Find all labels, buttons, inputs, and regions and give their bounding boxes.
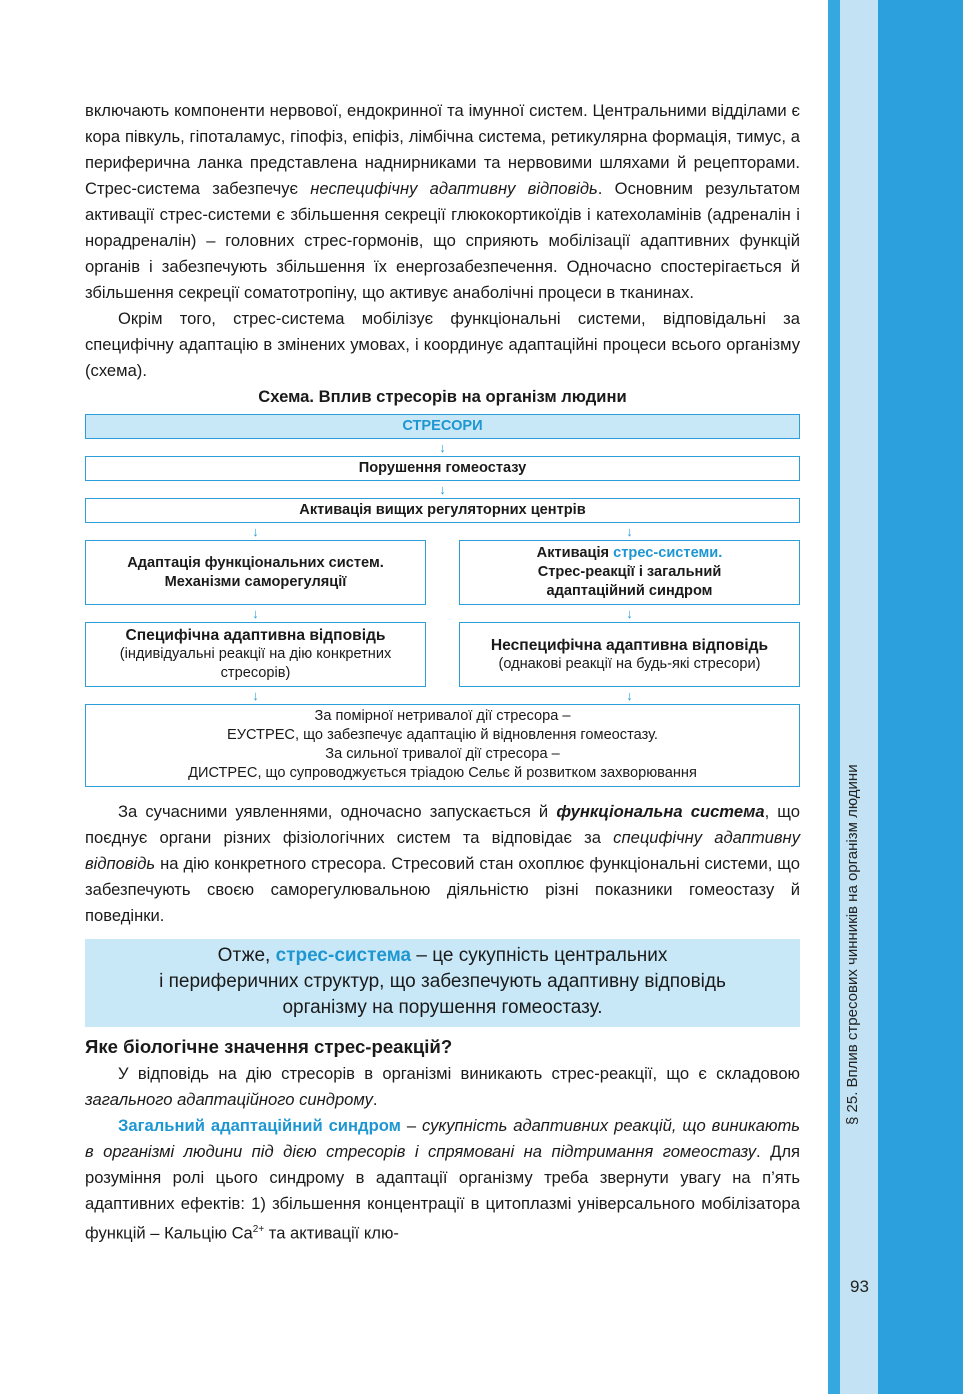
italic-text: специфічну адаптивну відповідь [85, 828, 800, 873]
box-stressors: СТРЕСОРИ [85, 414, 800, 439]
italic-text: сукупність адаптивних реакцій, що виникають в організмі людини під дією стресорів і спрямовані на підтримання гомеостазу [85, 1116, 800, 1161]
page-content [85, 98, 800, 1247]
text: – це сукупність центральних [411, 945, 668, 966]
section-heading: Яке біологічне значення стрес-реакцій? [85, 1036, 453, 1057]
box-stress-system [459, 540, 800, 605]
arrow-down: ↓ [252, 524, 259, 539]
box-line: За помірної нетривалої дії стресора – [314, 708, 571, 724]
summary-line [95, 943, 790, 969]
highlight-term: стрес-система [275, 945, 412, 966]
box-line: ДИСТРЕС, що супроводжується тріадою Сельє й розвитком захворювання [188, 765, 697, 781]
box-line: ЕУСТРЕС, що забезпечує адаптацію й відновлення гомеостазу. [226, 727, 658, 743]
text: на дію конкретного стресора. Стресовий стан охоплює функціональні системи, що забезпечують своєю саморегулювальною діяльністю різні показники гомеостазу й поведінки. [85, 854, 800, 925]
arrow-down: ↓ [626, 688, 633, 703]
text: . Основним результатом активації стрес-системи є збільшення секреції глюкокортикоїдів і катехоламінів (адреналін і норадреналін) – головних стрес-гормонів, що сприяють мобілізації адаптивних функцій органів і забезпечують збільшення їх енергозабезпечення. Одночасно спостерігається й збільшення секреції соматотропіну, що активує анаболічні процеси в тканинах. [85, 179, 800, 302]
arrow-down: ↓ [252, 688, 259, 703]
box-line: За сильної тривалої дії стресора – [325, 746, 560, 762]
box-line: Стрес-реакції і загальний [537, 564, 722, 580]
box-nonspecific-response [459, 622, 800, 687]
box-line: Адаптація функціональних систем. [127, 554, 384, 571]
box-line: Специфічна адаптивна відповідь [125, 627, 386, 644]
schema-title: Схема. Вплив стресорів на організм людини [258, 387, 627, 406]
box-eustress-distress [85, 704, 800, 787]
paragraph-4 [85, 1061, 800, 1113]
paragraph-2: Окрім того, стрес-система мобілізує функціональні системи, відповідальні за специфічну адаптацію в змінених умовах, і координує адаптаційні процеси всього організму (схема). [85, 309, 800, 380]
chapter-side-title: § 25. Вплив стресових чинників на організм людини [844, 764, 861, 1125]
box-functional-adaptation [85, 540, 426, 605]
box-line: адаптаційний синдром [546, 583, 713, 599]
box-line [460, 544, 799, 563]
text: За сучасними уявленнями, одночасно запускається й [118, 802, 557, 821]
box-homeostasis: Порушення гомеостазу [85, 456, 800, 481]
arrow-down: ↓ [626, 606, 633, 621]
highlight-term: стрес-системи. [613, 545, 723, 561]
summary-line: і периферичних структур, що забезпечують адаптивну відповідь [159, 971, 726, 992]
text: Активація [536, 545, 614, 561]
arrow-down: ↓ [439, 482, 446, 497]
superscript: 2+ [252, 1224, 265, 1235]
arrow-down: ↓ [252, 606, 259, 621]
arrow-down: ↓ [439, 440, 446, 455]
page-number: 93 [850, 1277, 869, 1296]
paragraph-1 [85, 98, 800, 306]
text: включають компоненти нервової, ендокринної та імунної систем. Центральними відділами є кора півкуль, гіпоталамус, гіпофіз, епіфіз, лімбічна система, ретикулярна формація, тимус, а периферична ланка представлена наднирниками та нервовими шляхами й рецепторами. Стрес-система забезпечує [85, 101, 800, 198]
schema-diagram [85, 414, 800, 787]
box-line: (однакові реакції на будь-які стресори) [498, 655, 761, 672]
box-line: (індивідуальні реакції на дію конкретних [119, 646, 392, 662]
side-strip-dark [878, 0, 963, 1394]
paragraph-5 [85, 1113, 800, 1247]
box-specific-response [85, 622, 426, 687]
paragraph-3 [85, 799, 800, 929]
text: , що поєднує органи різних фізіологічних систем та відповідає за [85, 802, 800, 847]
box-centers: Активація вищих регуляторних центрів [85, 498, 800, 523]
box-line: Механізми саморегуляції [164, 573, 347, 590]
side-strip-light [828, 0, 878, 1394]
text: та активації клю- [264, 1223, 399, 1243]
bold-italic-term: функціональна система [556, 802, 765, 821]
highlight-term: Загальний адаптаційний синдром [118, 1116, 401, 1135]
text: . [372, 1090, 378, 1109]
box-line: стресорів) [220, 665, 291, 681]
summary-box [85, 939, 800, 1027]
text: – [400, 1116, 422, 1135]
italic-text: неспецифічну адаптивну відповідь [310, 179, 598, 198]
text: Отже, [217, 945, 276, 966]
italic-text: загального адаптаційного синдрому [85, 1090, 373, 1109]
text: У відповідь на дію стресорів в організмі виникають стрес-реакції, що є складовою [118, 1064, 800, 1083]
text: . Для розуміння ролі цього синдрому в адаптації організму треба звернути увагу на п’ять адаптивних ефектів: 1) збільшення концентрації в цитоплазмі універсального мобілізатора функцій – Кальцію Ca [85, 1142, 800, 1243]
box-line: Неспецифічна адаптивна відповідь [490, 636, 769, 654]
arrow-down: ↓ [626, 524, 633, 539]
summary-line: організму на порушення гомеостазу. [282, 997, 603, 1018]
